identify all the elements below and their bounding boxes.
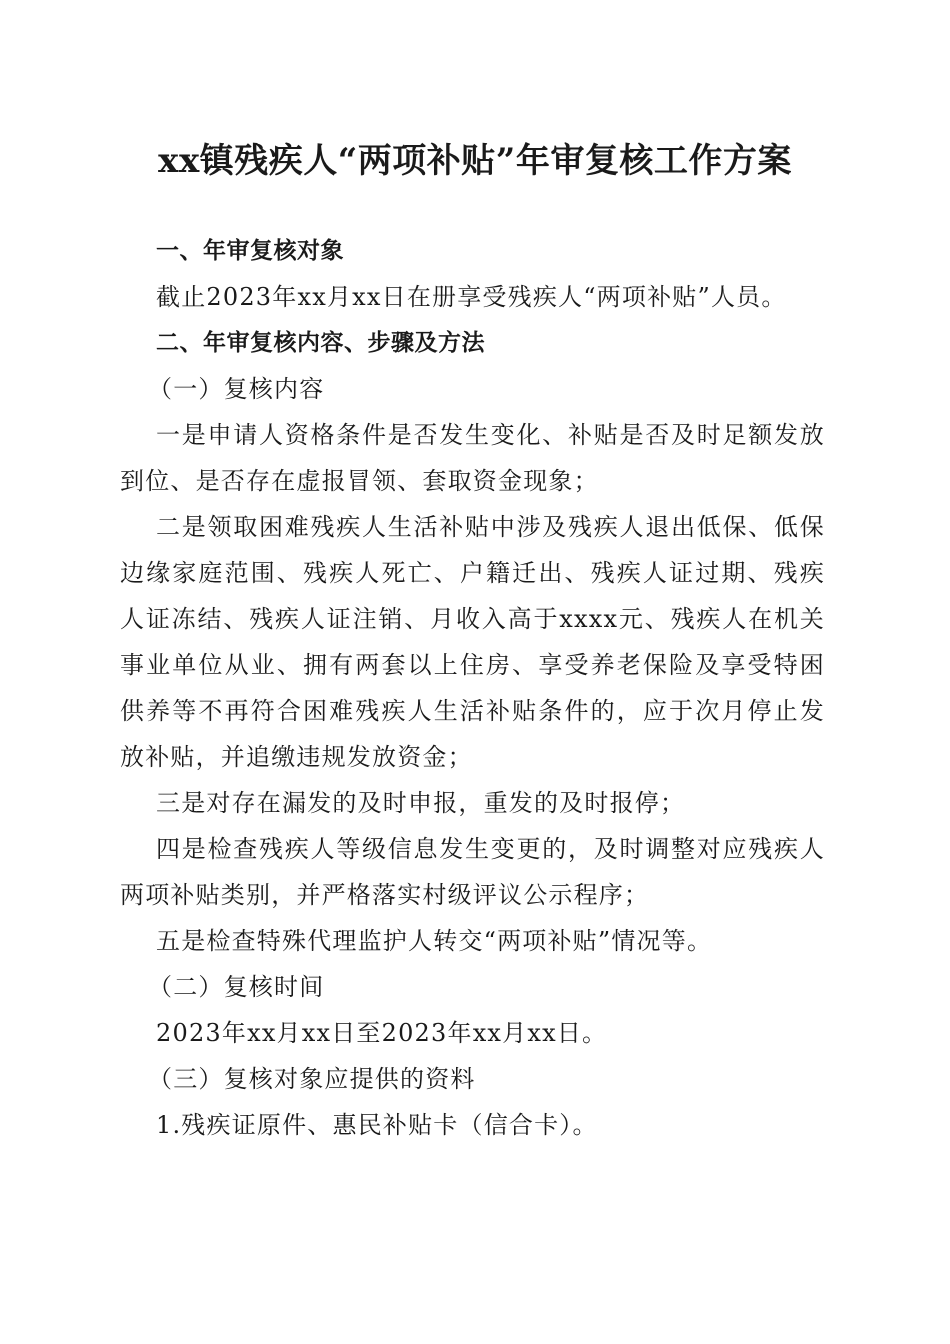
subsection-2-3-heading: （三）复核对象应提供的资料 [148, 1065, 476, 1093]
section-1-heading: 一、年审复核对象 [156, 238, 344, 264]
document-title: xx镇残疾人“两项补贴”年审复核工作方案 [158, 141, 792, 181]
content-item-4: 四是检查残疾人等级信息发生变更的，及时调整对应残疾人两项补贴类别，并严格落实村级评议公示程序； [120, 835, 825, 909]
content-item-5: 五是检查特殊代理监护人转交“两项补贴”情况等。 [156, 927, 713, 955]
document-body [120, 228, 825, 1148]
subsection-2-2-heading: （二）复核时间 [148, 973, 325, 1001]
materials-item-1: 1.残疾证原件、惠民补贴卡（信合卡）。 [156, 1111, 598, 1139]
section-2-heading: 二、年审复核内容、步骤及方法 [156, 330, 485, 356]
content-item-2: 二是领取困难残疾人生活补贴中涉及残疾人退出低保、低保边缘家庭范围、残疾人死亡、户籍迁出、残疾人证过期、残疾人证冻结、残疾人证注销、月收入高于xxxx元、残疾人在机关事业单位从业、拥有两套以上住房、享受养老保险及享受特困供养等不再符合困难残疾人生活补贴条件的，应于次月停止发放补贴，并追缴违规发放资金； [120, 513, 825, 771]
content-item-1: 一是申请人资格条件是否发生变化、补贴是否及时足额发放到位、是否存在虚报冒领、套取资金现象； [120, 421, 825, 495]
content-item-3: 三是对存在漏发的及时申报，重发的及时报停； [156, 789, 686, 817]
section-1-text: 截止2023年xx月xx日在册享受残疾人“两项补贴”人员。 [156, 283, 787, 311]
review-time-text: 2023年xx月xx日至2023年xx月xx日。 [156, 1019, 608, 1047]
subsection-2-1-heading: （一）复核内容 [148, 375, 325, 403]
